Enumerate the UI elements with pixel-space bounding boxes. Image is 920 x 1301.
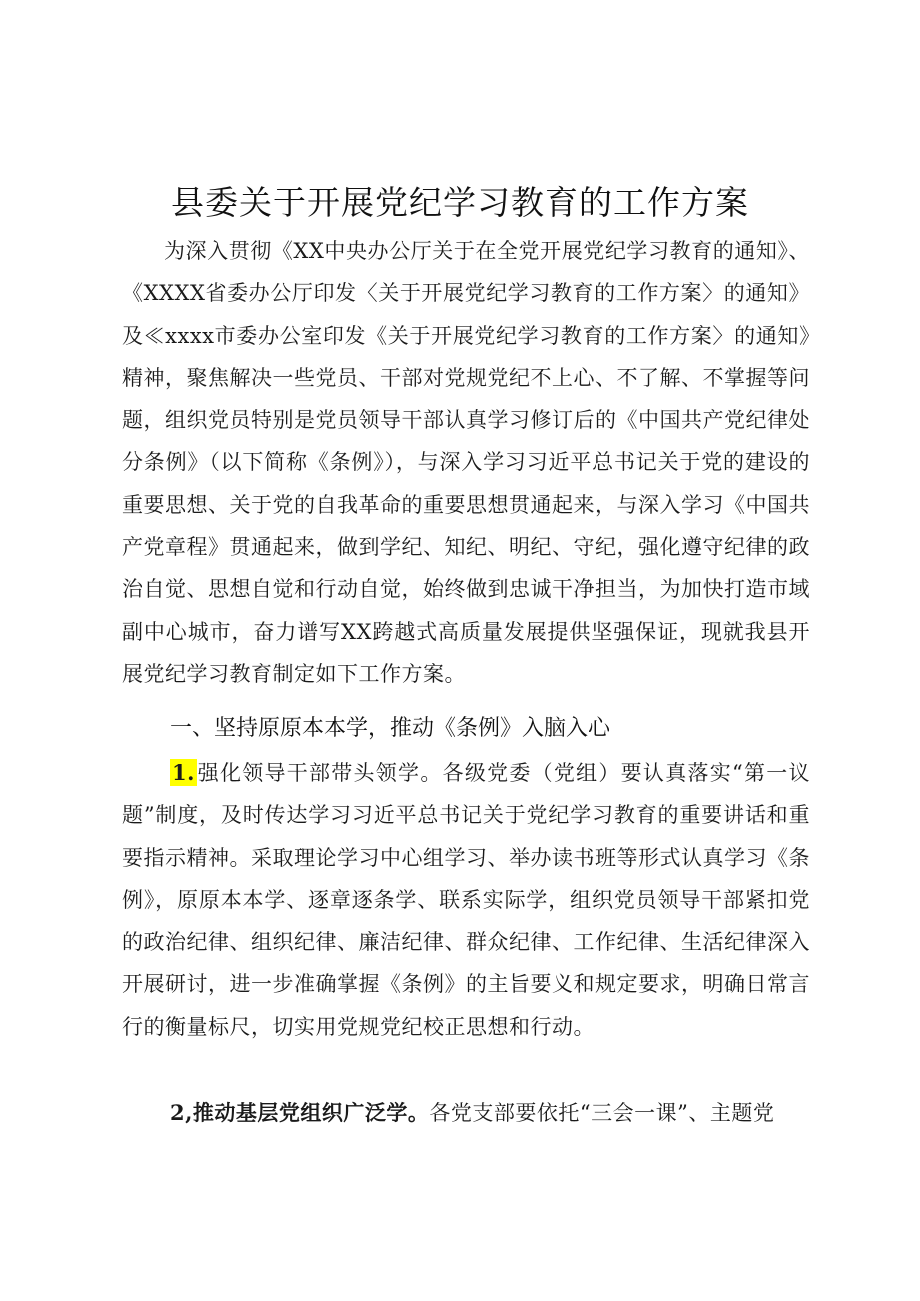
section-1-heading: 一、坚持原原本本学，推动《条例》入脑入心 [170,716,611,741]
document-title: 县委关于开展党纪学习教育的工作方案 [171,183,749,222]
item-2-indent [122,1101,170,1125]
item-2-text: 各党支部要依托“三会一课”、主题党 [429,1101,775,1125]
item-1-number-highlight: 1. [172,760,195,785]
item-2-lead: 2,推动基层党组织广泛学。 [170,1100,430,1125]
item-2-paragraph [122,1092,810,1134]
item-1-indent [122,761,170,785]
item-1-text: 强化领导干部带头领学。各级党委（党组）要认真落实“第一议题”制度，及时传达学习习近平总书记关于党纪学习教育的重要讲话和重要指示精神。采取理论学习中心组学习、举办读书班等形式认真学习《条例》，原原本本学、逐章逐条学、联系实际学，组织党员领导干部紧扣党的政治纪律、组织纪律、廉洁纪律、群众纪律、工作纪律、生活纪律深入开展研讨，进一步准确掌握《条例》的主旨要义和规定要求，明确日常言行的衡量标尺，切实用党规党纪校正思想和行动。 [122,761,810,1039]
item-1-paragraph [122,752,810,1048]
intro-paragraph: 为深入贯彻《XX中央办公厅关于在全党开展党纪学习教育的通知》、《XXXX省委办公厅印发〈关于开展党纪学习教育的工作方案〉的通知》及≪xxxx市委办公室印发《关于开展党纪学习教育的工作方案〉的通知》精神，聚焦解决一些党员、干部对党规党纪不上心、不了解、不掌握等问题，组织党员特别是党员领导干部认真学习修订后的《中国共产党纪律处分条例》（以下简称《条例》），与深入学习习近平总书记关于党的建设的重要思想、关于党的自我革命的重要思想贯通起来，与深入学习《中国共产党章程》贯通起来，做到学纪、知纪、明纪、守纪，强化遵守纪律的政治自觉、思想自觉和行动自觉，始终做到忠诚干净担当，为加快打造市域副中心城市，奋力谱写XX跨越式高质量发展提供坚强保证，现就我县开展党纪学习教育制定如下工作方案。 [122,239,810,686]
